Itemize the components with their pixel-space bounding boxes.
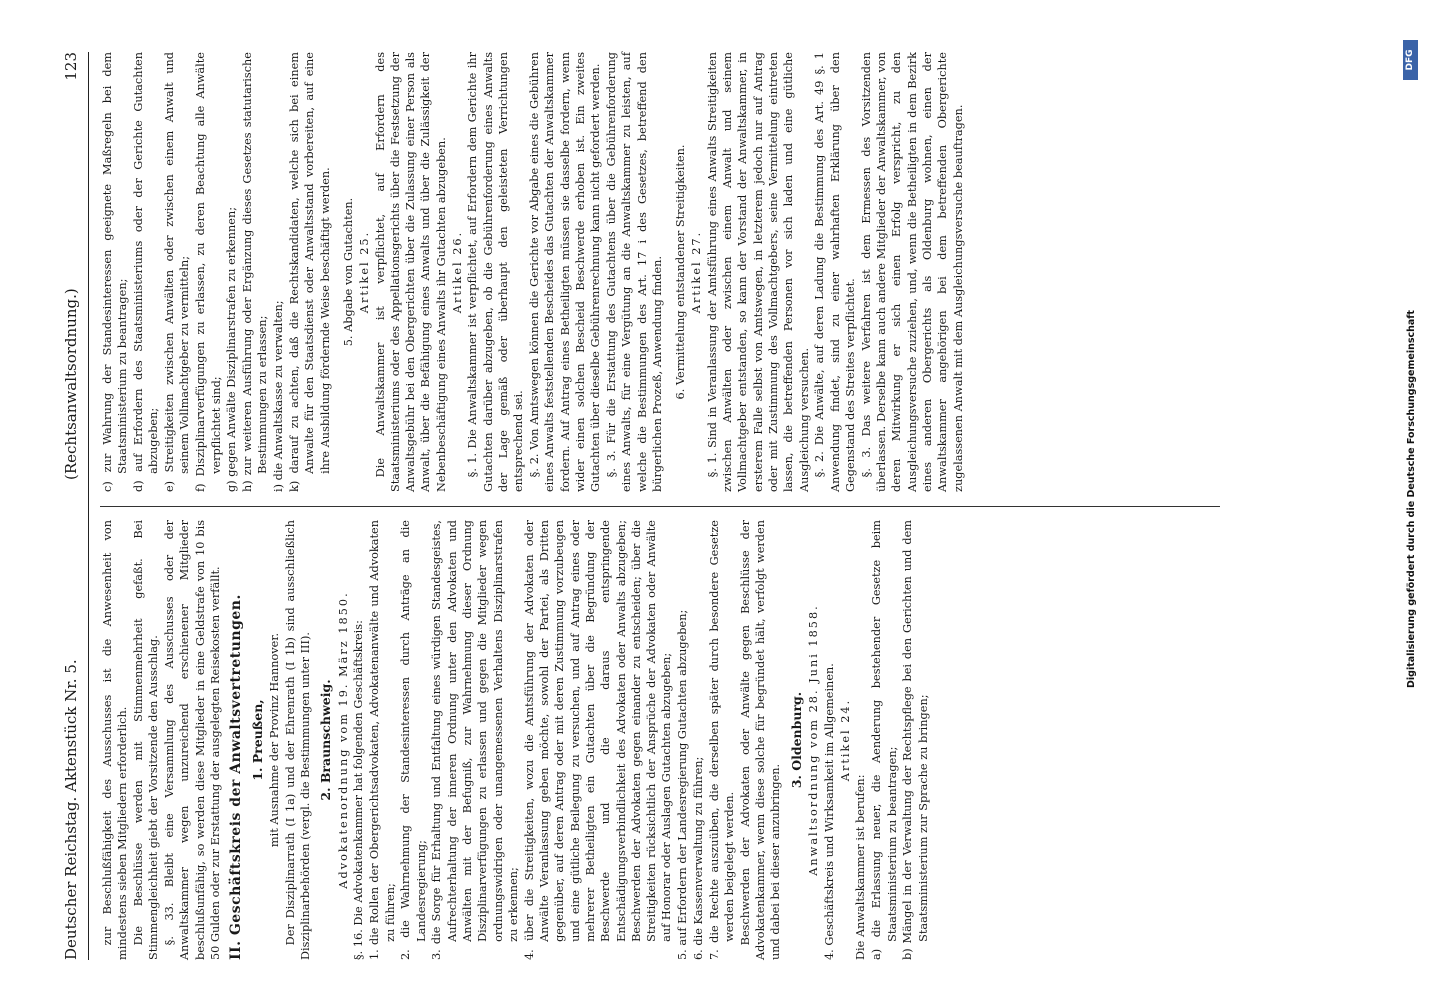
- list-item: a) die Erlassung neuer, die Aenderung bestehender Gesetze beim Staatsministerium zu beantragen;: [870, 516, 899, 960]
- list-item: f) Disziplinarverfügungen zu erlassen, zu deren Beachtung alle Anwälte verpflichtet sind;: [194, 48, 223, 492]
- paragraph: §. 16. Die Advokatenkammer hat folgenden Geschäftskreis:: [352, 620, 366, 960]
- paragraph: Die Anwaltskammer ist verpflichtet, auf Erfordern des Staatsministeriums oder des Appellationsgerichts über die Festsetzung der Anwaltsgebühr bei den Obergerichten über die Zulassung einer Person als Anwalt, über die Befähigung eines Anwalts und über die Zulässigkeit der Nebenbeschäftigung eines Anwalts ihr Gutachten abzugeben.: [373, 48, 448, 492]
- running-header: [58, 52, 89, 960]
- subsection-heading: 2. Braunschweig.: [318, 679, 334, 801]
- article-heading: Artikel 24.: [838, 698, 852, 782]
- paragraph: §. 1. Sind in Veranlassung der Amtsführung eines Anwalts Streitigkeiten zwischen Anwälten oder zwischen einem Anwalt und seinem Vollmachtgeber entstanden, so kann der Vorstand der Anwaltskammer, in ersterem Falle selbst von Amtswegen, in letzterem jedoch nur auf Antrag oder mit Zustimmung des Vollmachtgebers, seine Vermittelung eintreten lassen, die betreffenden Personen vor sich laden und eine gütliche Ausgleichung versuchen.: [705, 48, 811, 492]
- list-item: i) die Anwaltskasse zu verwalten;: [272, 300, 286, 492]
- digitization-note: Digitalisierung gefördert durch die Deutsche Forschungsgemeinschaft: [1406, 310, 1417, 688]
- paragraph: Die Beschlüsse werden mit Stimmenmehrheit gefaßt. Bei Stimmengleichheit giebt der Vorsitzende den Ausschlag.: [132, 516, 161, 960]
- paragraph: §. 2. Die Anwälte, auf deren Ladung die Bestimmung des Art. 49 §. 1 Anwendung findet, sind zu einer wahrhaften Erklärung über den Gegenstand des Streites verpflichtet.: [813, 48, 857, 492]
- list-item: 1. die Rollen der Obergerichtsadvokaten, Advokatenanwälte und Advokaten zu führen;: [368, 516, 397, 960]
- list-item: h) zur weiteren Ausführung oder Ergänzung dieses Gesetzes statutarische Bestimmungen zu erlassen;: [241, 48, 270, 492]
- dfg-logo: DFG: [1403, 40, 1418, 80]
- list-item: 7. die Rechte auszuüben, die derselben später durch besondere Gesetze werden beigelegt werden.: [707, 516, 737, 960]
- paragraph: Beschwerden der Advokaten oder Anwälte gegen Beschlüsse der Advokatenkammer, wenn diese solche für begründet hält, verfolgt werden und dabei bei dieser anzubringen.: [738, 516, 783, 960]
- list-item: d) auf Erfordern des Staatsministeriums oder der Gerichte Gutachten abzugeben;: [132, 48, 161, 492]
- list-item: 4. über die Streitigkeiten, wozu die Amtsführung der Advokaten oder Anwälte Veranlassung geben möchte, sowohl der Partei, als Dritten gegenüber, auf deren Antrag oder mit deren Zustimmung vorzubeugen und eine gütliche Beilegung zu versuchen, und auf Antrag eines oder mehrerer Betheiligten ein Gutachten über die Begründung der Beschwerde und die daraus entspringende Entschädigungsverbindlichkeit des Advokaten oder Anwalts abzugeben; Beschwerden der Advokaten gegen einander zu entscheiden; über die Streitigkeiten rücksichtlich der Ansprüche der Advokaten oder Anwälte auf Honorar oder Auslagen Gutachten abzugeben;: [522, 516, 674, 960]
- list-item: b) Mängel in der Verwaltung der Rechtspflege bei den Gerichten und dem Staatsministerium zur Sprache zu bringen;: [901, 516, 930, 960]
- subsection-heading: 6. Vermittelung entstandener Streitigkeiten.: [674, 144, 688, 400]
- paragraph: §. 33. Bleibt eine Versammlung des Ausschusses oder der Anwaltskammer wegen unzureichend erschienener Mitglieder beschlußunfähig, so werden diese Mitglieder in eine Geldstrafe von 10 bis 50 Gulden oder zur Erstattung der ausgelegten Reisekosten verfällt.: [163, 516, 223, 960]
- list-item: e) Streitigkeiten zwischen Anwälten oder zwischen einem Anwalt und seinem Vollmachtgeber zu vermitteln;: [163, 48, 192, 492]
- section-heading: II. Geschäftskreis der Anwaltsvertretungen.: [228, 594, 245, 960]
- paragraph: §. 2. Von Amtswegen können die Gerichte vor Abgabe eines die Gebühren eines Anwalts feststellenden Bescheides das Gutachten der Anwaltskammer fordern. Auf Antrag eines Betheiligten müssen sie dasselbe fordern, wenn wider einen solchen Bescheid Beschwerde erhoben ist. Ein zweites Gutachten über dieselbe Gebührenrechnung kann nicht gefordert werden.: [528, 48, 603, 492]
- subsection-heading: 5. Abgabe von Gutachten.: [341, 197, 355, 347]
- page-number: 123: [62, 52, 80, 81]
- subsection-heading: 3. Oldenburg.: [788, 691, 804, 789]
- paragraph: §. 3. Das weitere Verfahren ist dem Ermessen des Vorsitzenden überlassen. Derselbe kann auch andere Mitglieder der Anwaltskammer, von deren Mitwirkung er sich einen Erfolg verspricht, zu den Ausgleichungsversuche zuziehen, und, wenn die Betheiligten in dem Bezirk eines anderen Obergerichts als Oldenburg wohnen, einen der Anwaltskammer angehörigen bei dem betreffenden Obergerichte zugelassenen Anwalt mit dem Ausgleichungsversuche beauftragen.: [859, 48, 965, 492]
- article-heading: Artikel 26.: [450, 230, 464, 314]
- header-left: Deutscher Reichstag. Aktenstück Nr. 5.: [62, 659, 80, 960]
- list-item: k) darauf zu achten, daß die Rechtskandidaten, welche sich bei einem Anwalte für den Staatsdienst oder Anwaltsstand vorbereiten, auf eine ihre Ausbildung fördernde Weise beschäftigt werden.: [288, 48, 332, 492]
- header-title: (Rechtsanwaltsordnung.): [62, 288, 80, 480]
- ordinance-title: Advokatenordnung vom 19. März 1850.: [336, 591, 350, 889]
- paragraph: Die Anwaltskammer ist berufen:: [854, 774, 868, 960]
- list-item: 6. die Kassenverwaltung zu führen;: [691, 756, 705, 960]
- paragraph: §. 1. Die Anwaltskammer ist verpflichtet, auf Erfordern dem Gerichte ihr Gutachten darüber abzugeben, ob die Gebührenforderung eines Anwalts der Lage gemäß oder überhaupt den geleisteten Verrichtungen entsprechend sei.: [466, 48, 526, 492]
- paragraph: Der Disziplinarrath (I 1a) und der Ehrenrath (I 1b) sind ausschließlich Disziplinarbehörden (vergl. die Bestimmungen unter III).: [283, 516, 313, 960]
- article-heading: Artikel 25.: [357, 230, 371, 314]
- subsection-heading: 1. Preußen,: [249, 699, 265, 781]
- paragraph: zur Beschlußfähigkeit des Ausschusses ist die Anwesenheit von mindestens sieben Mitgliedern erforderlich.: [101, 516, 130, 960]
- article-heading: Artikel 27.: [689, 230, 703, 314]
- subsection-subtitle: mit Ausnahme der Provinz Hannover.: [267, 632, 281, 848]
- list-item: 3. die Sorge für Erhaltung und Entfaltung eines würdigen Standesgeistes, Aufrechterhaltung der inneren Ordnung unter den Advokaten und Anwälten mit der Befugniß, zur Wahrnehmung dieser Ordnung Disziplinarverfügungen zu erlassen und gegen die Mitglieder wegen ordnungswidrigen oder unangemessenen Verhaltens Disziplinarstrafen zu erkennen;: [430, 516, 520, 960]
- list-item: 5. auf Erfordern der Landesregierung Gutachten abzugeben;: [676, 609, 690, 960]
- ordinance-title: Anwaltsordnung vom 28. Juni 1858.: [807, 604, 821, 876]
- paragraph: §. 3. Für die Erstattung des Gutachtens über die Gebührenforderung eines Anwalts, für eine Vergütung an die Anwaltskammer zu leisten, auf welche die Bestimmungen des Art. 17 i des Gesetzes, betreffend den bürgerlichen Prozeß, Anwendung finden.: [605, 48, 664, 492]
- list-item: g) gegen Anwälte Disziplinarstrafen zu erkennen;: [225, 206, 239, 492]
- left-column: [100, 516, 1300, 960]
- list-item: c) zur Wahrung der Standesinteressen geeignete Maßregeln bei dem Staatsministerium zu beantragen;: [101, 48, 130, 492]
- list-item: 4. Geschäftskreis und Wirksamkeit im Allgemeinen.: [822, 663, 836, 960]
- right-column: [100, 48, 1300, 492]
- list-item: 2. die Wahrnehmung der Standesinteressen durch Anträge an die Landesregierung;: [399, 516, 428, 960]
- column-divider: [100, 506, 1220, 507]
